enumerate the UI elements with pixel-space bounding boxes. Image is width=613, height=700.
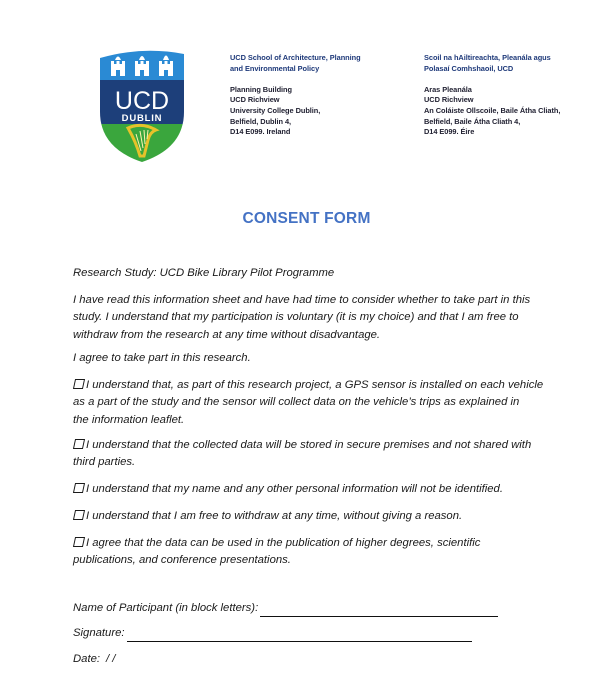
address-english [230, 85, 410, 138]
participant-name-row [73, 600, 498, 617]
study-line: Research Study: UCD Bike Library Pilot Programme [73, 267, 335, 279]
consent-item-gps [73, 377, 568, 429]
consent-text-line: third parties. [73, 456, 136, 469]
address-line: Belfield, Dublin 4, [230, 116, 292, 126]
consent-item-withdraw [73, 508, 568, 525]
consent-checkbox[interactable] [73, 537, 85, 547]
address-line: UCD Richview [424, 95, 474, 105]
school-name-line: Scoil na hAiltireachta, Pleanála agus [424, 53, 551, 62]
header-irish [424, 53, 609, 138]
address-line: University College Dublin, [230, 105, 321, 115]
school-name-irish [424, 53, 609, 74]
logo-dublin-text: DUBLIN [121, 113, 163, 124]
agree-line: I agree to take part in this research. [73, 352, 251, 364]
agree-statement [73, 350, 568, 367]
consent-text-line: as a part of the study and the sensor will collect data on the vehicle’s trips as explained in [73, 396, 520, 409]
consent-checkbox[interactable] [73, 379, 85, 389]
address-line: D14 E099. Éire [424, 127, 475, 137]
address-line: Planning Building [230, 84, 292, 94]
signature-row [73, 625, 472, 642]
consent-checkbox[interactable] [73, 439, 85, 449]
logo-ucd-text: UCD [114, 87, 170, 115]
date-field[interactable]: / / [106, 653, 116, 665]
consent-checkbox[interactable] [73, 510, 85, 520]
address-line: D14 E099. Ireland [230, 127, 291, 137]
school-name-line: Polasaí Comhshaoil, UCD [424, 63, 514, 73]
consent-item-anonymity [73, 481, 568, 498]
consent-checkbox[interactable] [73, 483, 85, 493]
school-name-english [230, 53, 410, 74]
signature-label: Signature: [73, 627, 125, 639]
participant-name-field[interactable] [260, 604, 498, 617]
consent-item-storage [73, 437, 568, 472]
consent-text-line: I understand that the collected data will be stored in secure premises and not shared with [86, 439, 532, 451]
consent-text-line: I understand that my name and any other personal information will not be identified. [86, 483, 503, 495]
participant-name-label: Name of Participant (in block letters): [73, 602, 259, 614]
consent-item-publication [73, 535, 568, 570]
school-name-line: UCD School of Architecture, Planning [230, 53, 361, 62]
school-name-line: and Environmental Policy [230, 63, 320, 73]
signature-field[interactable] [127, 629, 472, 642]
consent-text-line: publications, and conference presentations. [73, 554, 291, 567]
consent-text-line: I understand that, as part of this research project, a GPS sensor is installed on each vehicle [86, 379, 544, 391]
address-line: An Coláiste Ollscoile, Baile Átha Cliath, [424, 105, 561, 115]
ucd-crest-svg [98, 48, 186, 164]
consent-text-line: I understand that I am free to withdraw at any time, without giving a reason. [86, 510, 463, 522]
date-row [73, 651, 115, 668]
address-line: Belfield, Baile Átha Cliath 4, [424, 116, 521, 126]
intro-line: withdraw from the research at any time without disadvantage. [73, 328, 381, 341]
study-title [73, 265, 568, 282]
intro-paragraph [73, 292, 568, 344]
consent-text-line: I agree that the data can be used in the publication of higher degrees, scientific [86, 537, 481, 549]
consent-text-line: the information leaflet. [73, 413, 185, 426]
address-irish [424, 85, 609, 138]
ucd-dublin-logo [98, 48, 186, 164]
intro-line: study. I understand that my participation is voluntary (it is my choice) and that I am free to [73, 311, 519, 324]
page-title: CONSENT FORM [242, 210, 371, 227]
header-english [230, 53, 410, 138]
date-label: Date: [73, 653, 101, 665]
intro-line: I have read this information sheet and have had time to consider whether to take part in this [73, 294, 531, 306]
address-line: Aras Pleanála [424, 84, 472, 94]
address-line: UCD Richview [230, 95, 280, 105]
